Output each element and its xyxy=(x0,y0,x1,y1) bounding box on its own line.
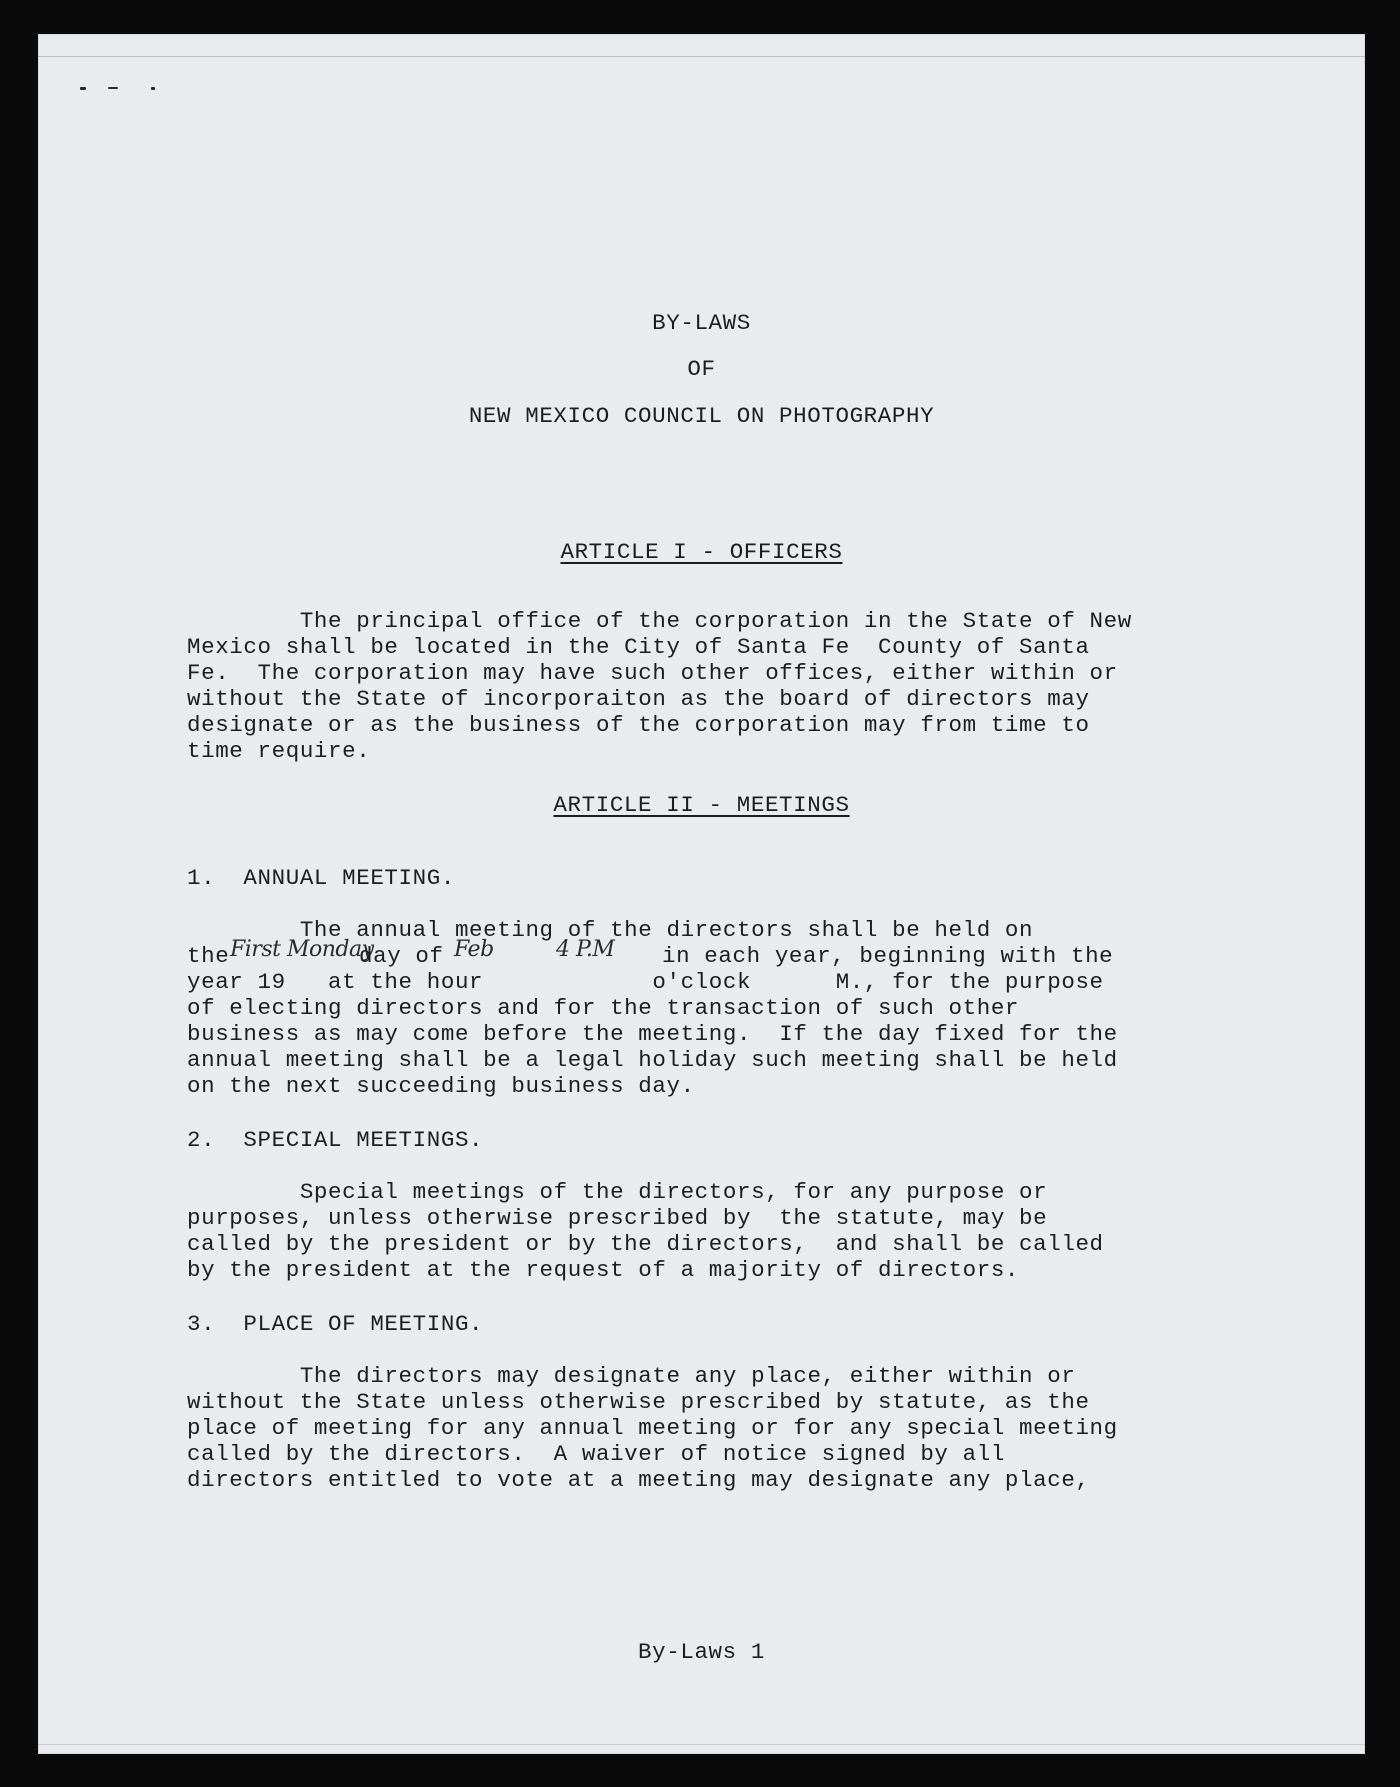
section-3-line: without the State unless otherwise prescribed by statute, as the xyxy=(187,1389,1090,1415)
section-2-heading: 2. SPECIAL MEETINGS. xyxy=(187,1127,484,1153)
bottom-edge-line xyxy=(38,1744,1365,1745)
stray-mark xyxy=(108,87,118,89)
handwritten-day: First Monday xyxy=(230,937,374,962)
stray-mark xyxy=(80,87,86,90)
article-1-line: time require. xyxy=(187,738,371,764)
section-3-line: place of meeting for any annual meeting or for any special meeting xyxy=(187,1415,1118,1441)
article-1-line: The principal office of the corporation in the State of New xyxy=(187,608,1132,634)
section-1-line-dayof: day of xyxy=(359,943,444,969)
article-1-heading: ARTICLE I - OFFICERS xyxy=(560,539,843,565)
section-2-line: purposes, unless otherwise prescribed by the statute, may be xyxy=(187,1205,1048,1231)
section-3-line: directors entitled to vote at a meeting may designate any place, xyxy=(187,1467,1090,1493)
document-page xyxy=(38,34,1365,1754)
section-2-line: called by the president or by the directors, and shall be called xyxy=(187,1231,1104,1257)
section-2-line: Special meetings of the directors, for any purpose or xyxy=(187,1179,1048,1205)
section-3-heading: 3. PLACE OF MEETING. xyxy=(187,1311,484,1337)
section-1-line-the: the xyxy=(187,943,230,969)
article-1-line: Fe. The corporation may have such other offices, either within or xyxy=(187,660,1118,686)
stray-mark xyxy=(151,87,155,90)
handwritten-month: Feb xyxy=(454,937,494,962)
section-1-line: of electing directors and for the transaction of such other xyxy=(187,995,1020,1021)
section-3-line: called by the directors. A waiver of notice signed by all xyxy=(187,1441,1005,1467)
title-line-3: NEW MEXICO COUNCIL ON PHOTOGRAPHY xyxy=(468,403,935,429)
section-1-line: annual meeting shall be a legal holiday such meeting shall be held xyxy=(187,1047,1118,1073)
section-1-heading: 1. ANNUAL MEETING. xyxy=(187,865,455,891)
handwritten-time: 4 P.M xyxy=(556,937,615,962)
page-footer: By-Laws 1 xyxy=(638,1639,765,1665)
top-edge-line xyxy=(38,56,1365,57)
article-1-line: Mexico shall be located in the City of Santa Fe County of Santa xyxy=(187,634,1090,660)
article-1-line: designate or as the business of the corporation may from time to xyxy=(187,712,1090,738)
section-1-line: year 19 at the hour o'clock M., for the purpose xyxy=(187,969,1104,995)
title-line-1: BY-LAWS xyxy=(652,310,751,336)
title-line-2: OF xyxy=(687,356,716,382)
section-2-line: by the president at the request of a majority of directors. xyxy=(187,1257,1020,1283)
section-1-line-rest: in each year, beginning with the xyxy=(662,943,1114,969)
section-3-line: The directors may designate any place, either within or xyxy=(187,1363,1076,1389)
article-1-line: without the State of incorporaiton as the board of directors may xyxy=(187,686,1090,712)
section-1-line: The annual meeting of the directors shall be held on xyxy=(187,917,1034,943)
section-1-line: business as may come before the meeting. If the day fixed for the xyxy=(187,1021,1118,1047)
section-1-line: on the next succeeding business day. xyxy=(187,1073,695,1099)
article-2-heading: ARTICLE II - MEETINGS xyxy=(553,792,850,818)
